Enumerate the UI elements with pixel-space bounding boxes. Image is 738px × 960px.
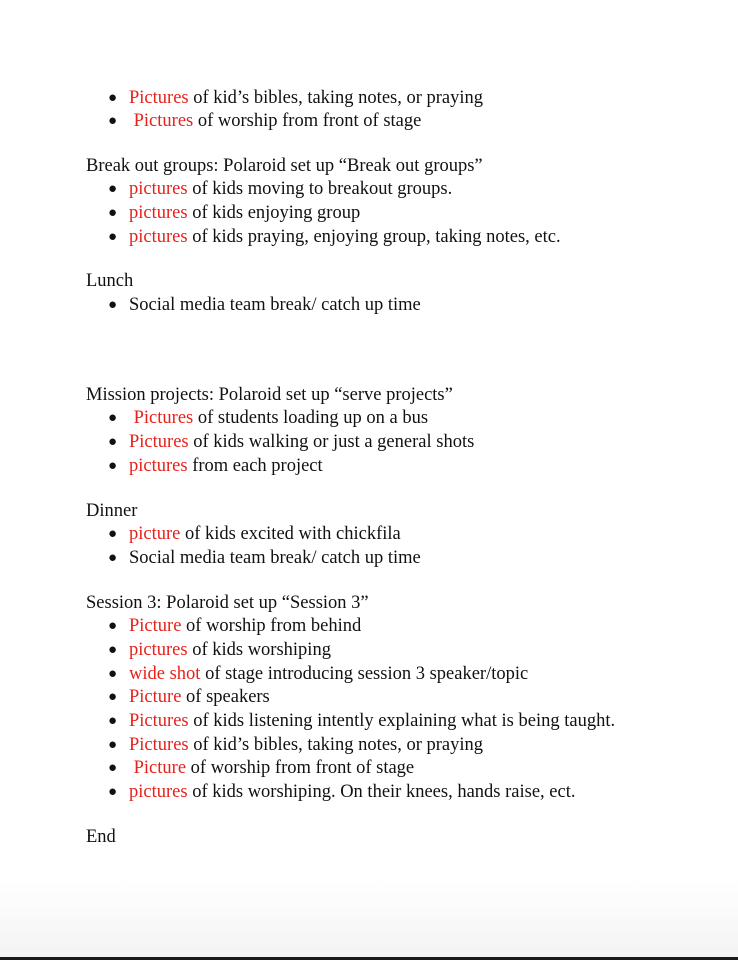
list-item-text (129, 226, 561, 248)
highlight-text: pictures (129, 179, 188, 199)
bullet-icon: ● (108, 205, 118, 221)
list-item-text (129, 734, 483, 756)
item-rest-text: of kids walking or just a general shots (188, 432, 475, 452)
section-heading-mission: Mission projects: Polaroid set up “serve projects” (86, 385, 453, 405)
section-heading-breakout: Break out groups: Polaroid set up “Break out groups” (86, 156, 483, 176)
highlight-text: pictures (129, 227, 188, 247)
item-rest-text: of kids worshiping. On their knees, hands raise, ect. (187, 782, 576, 802)
bullet-icon: ● (108, 181, 118, 197)
bullet-icon: ● (108, 713, 118, 729)
highlight-text: Pictures (129, 111, 194, 131)
item-rest-text: of kids praying, enjoying group, taking notes, etc. (187, 227, 561, 247)
list-item-text (129, 663, 528, 685)
bullet-icon: ● (108, 410, 118, 426)
list-item-text (129, 686, 270, 708)
bullet-icon: ● (108, 642, 118, 658)
highlight-text: pictures (129, 203, 188, 223)
bullet-icon: ● (108, 550, 118, 566)
bullet-icon: ● (108, 113, 118, 129)
list-item-text (129, 202, 360, 224)
list-item-text (129, 781, 575, 803)
bullet-icon: ● (108, 666, 118, 682)
highlight-text: Picture (129, 758, 187, 778)
bullet-icon: ● (108, 737, 118, 753)
highlight-text: Pictures (129, 88, 189, 108)
item-rest-text: of stage introducing session 3 speaker/topic (200, 664, 529, 684)
item-rest-text: of worship from front of stage (193, 111, 422, 131)
list-item-text (129, 710, 615, 732)
list-item-text (129, 407, 428, 429)
list-item-text (129, 615, 361, 637)
item-rest-text: of kids moving to breakout groups. (187, 179, 453, 199)
item-rest-text: of kid’s bibles, taking notes, or praying (188, 735, 484, 755)
list-item-text (129, 523, 401, 545)
section-heading-lunch: Lunch (86, 271, 134, 291)
item-rest-text: of worship from front of stage (186, 758, 415, 778)
list-item-text: Social media team break/ catch up time (129, 295, 421, 315)
list-item-text (129, 110, 421, 132)
list-item-text (129, 431, 474, 453)
item-rest-text: of kids worshiping (187, 640, 331, 660)
list-item-text (129, 455, 323, 477)
bullet-icon: ● (108, 689, 118, 705)
section-heading-dinner: Dinner (86, 501, 138, 521)
highlight-text: Pictures (129, 735, 189, 755)
highlight-text: wide shot (129, 664, 201, 684)
highlight-text: Pictures (129, 408, 194, 428)
bullet-icon: ● (108, 458, 118, 474)
bullet-icon: ● (108, 784, 118, 800)
bullet-icon: ● (108, 618, 118, 634)
highlight-text: pictures (129, 782, 188, 802)
list-item-text (129, 178, 452, 200)
item-rest-text: of kids listening intently explaining what is being taught. (188, 711, 616, 731)
bullet-icon: ● (108, 297, 118, 313)
list-item-text: Social media team break/ catch up time (129, 548, 421, 568)
item-rest-text: of kids excited with chickfila (180, 524, 401, 544)
highlight-text: Pictures (129, 711, 189, 731)
highlight-text: picture (129, 524, 181, 544)
item-rest-text: of kids enjoying group (187, 203, 361, 223)
item-rest-text: from each project (187, 456, 323, 476)
item-rest-text: of kid’s bibles, taking notes, or praying (188, 88, 484, 108)
highlight-text: Pictures (129, 432, 189, 452)
item-rest-text: of worship from behind (181, 616, 362, 636)
bullet-icon: ● (108, 526, 118, 542)
bullet-icon: ● (108, 90, 118, 106)
item-rest-text: of speakers (181, 687, 270, 707)
list-item-text (129, 757, 414, 779)
highlight-text: Picture (129, 687, 182, 707)
list-item-text (129, 639, 331, 661)
bullet-icon: ● (108, 229, 118, 245)
end-text: End (86, 827, 116, 847)
list-item-text (129, 87, 483, 109)
highlight-text: pictures (129, 456, 188, 476)
highlight-text: pictures (129, 640, 188, 660)
item-rest-text: of students loading up on a bus (193, 408, 429, 428)
highlight-text: Picture (129, 616, 182, 636)
bullet-icon: ● (108, 760, 118, 776)
section-heading-session3: Session 3: Polaroid set up “Session 3” (86, 593, 369, 613)
page-bottom-shadow (0, 880, 738, 958)
bullet-icon: ● (108, 434, 118, 450)
